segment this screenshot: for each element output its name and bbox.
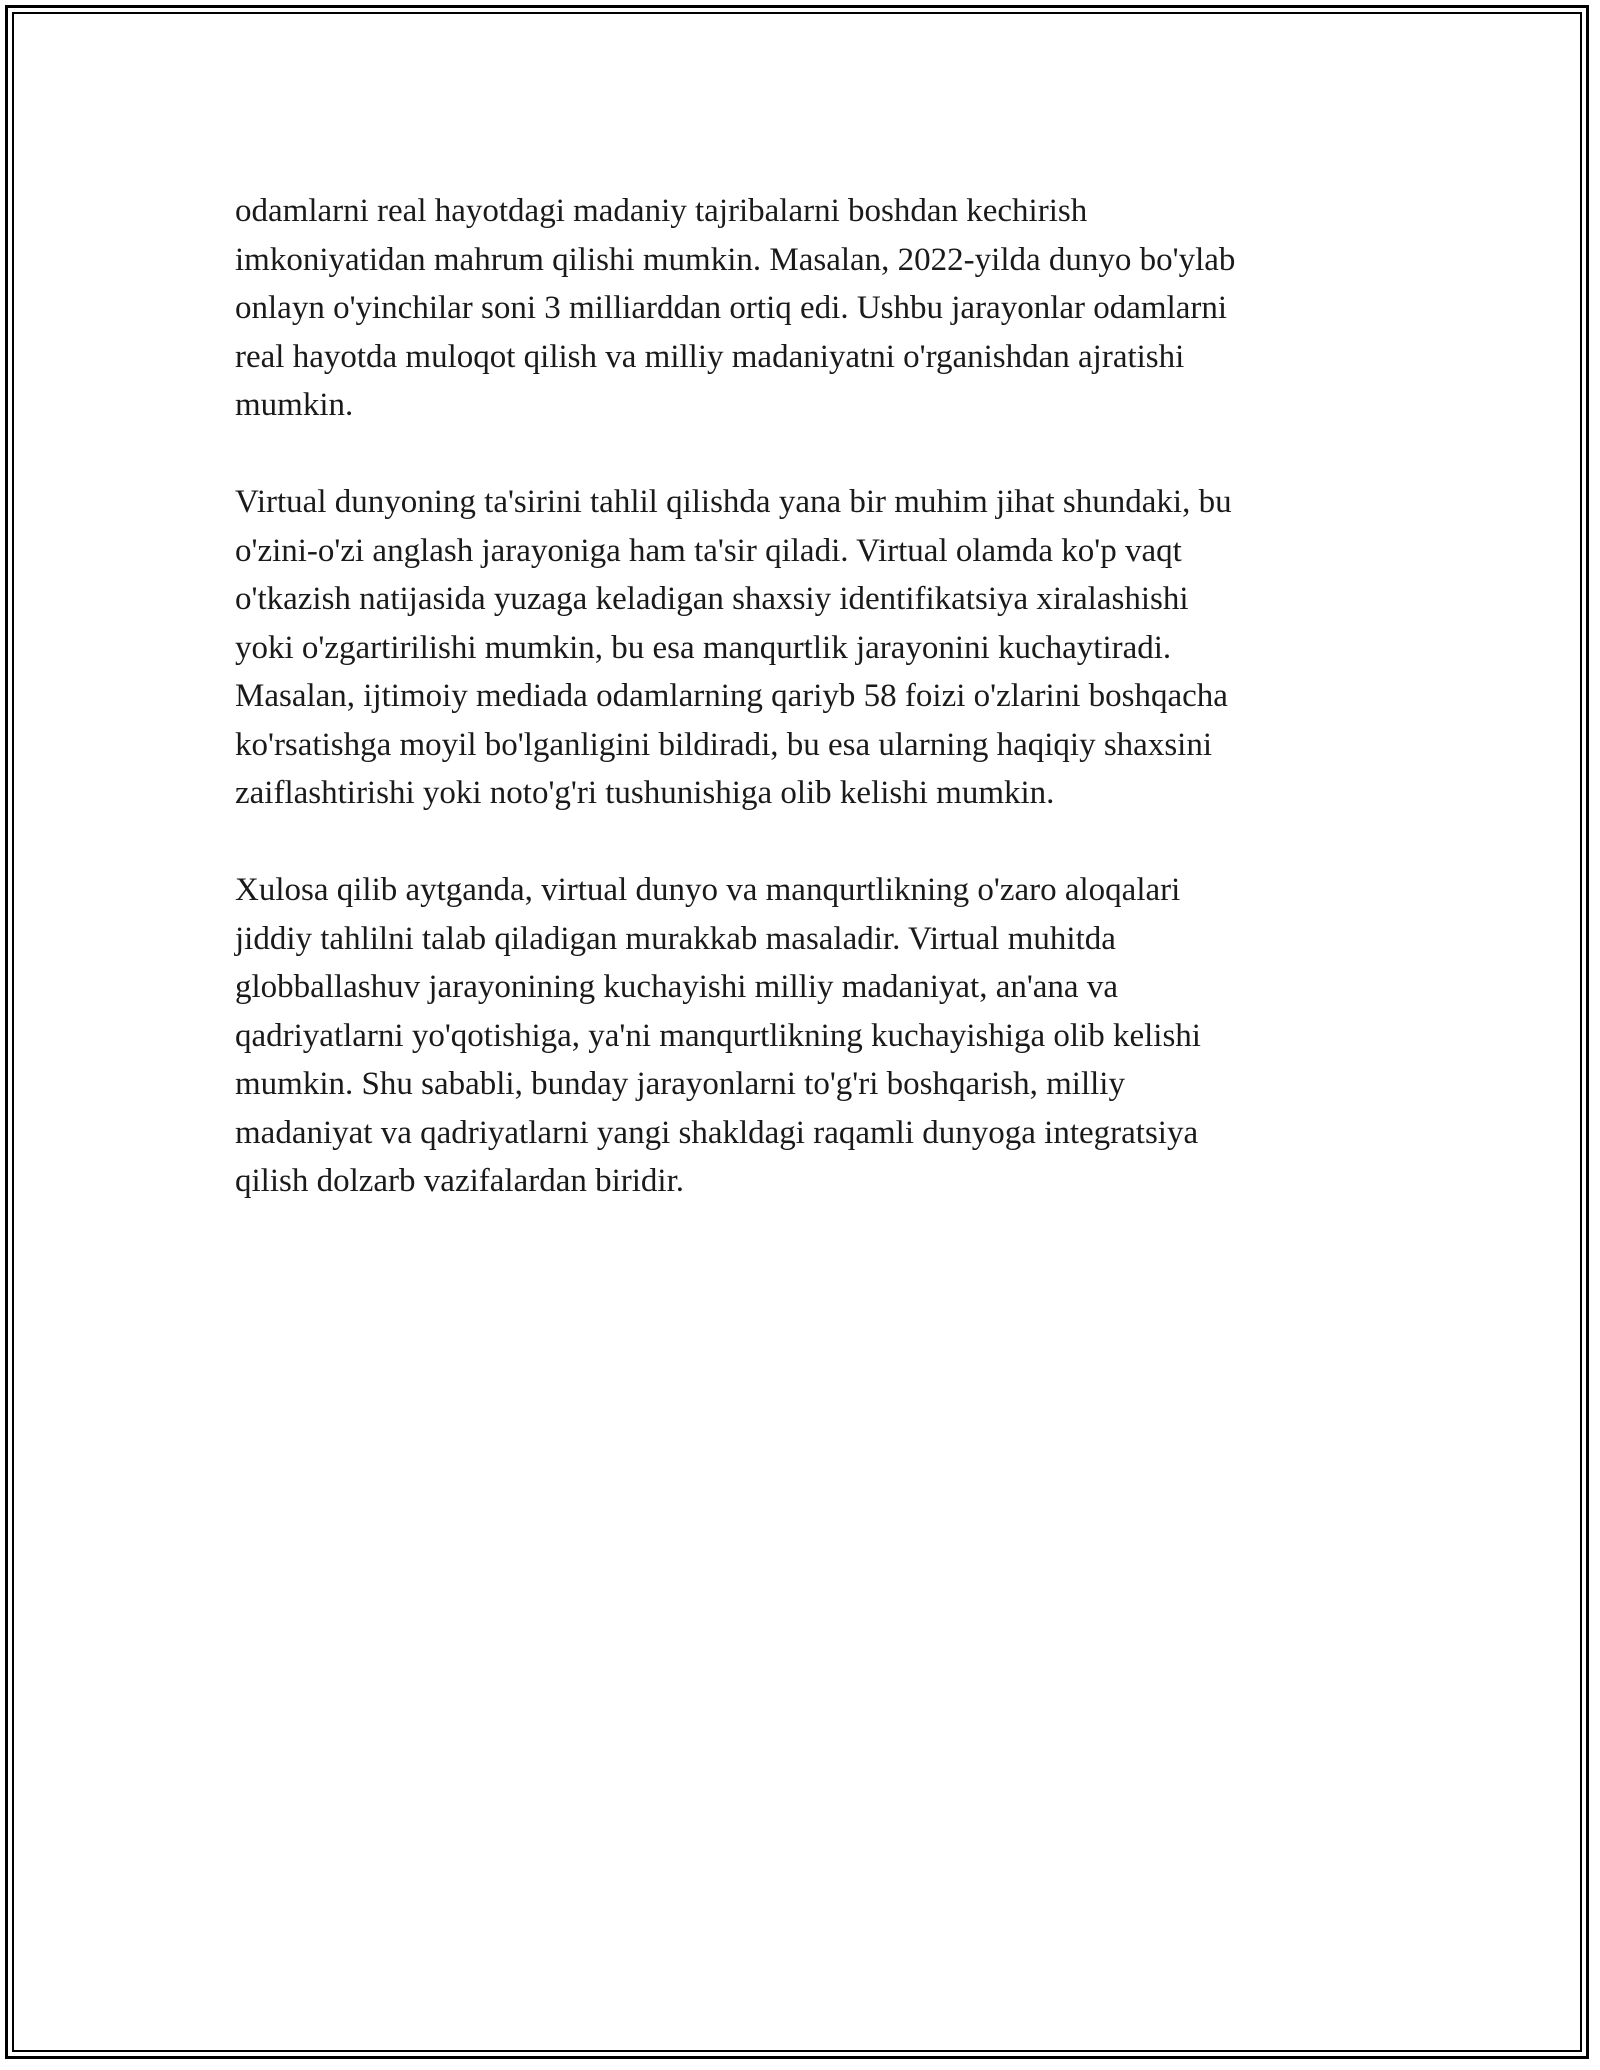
document-body bbox=[235, 187, 1365, 1254]
paragraph-conclusion: Xulosa qilib aytganda, virtual dunyo va manqurtlikning o'zaro aloqalari jiddiy tahlilni talab qiladigan murakkab masaladir. Virtual muhitda globballashuv jarayonining kuchayishi milliy madaniyat, an'ana va qadriyatlarni yo'qotishiga, ya'ni manqurtlikning kuchayishiga olib kelishi mumkin. Shu sababli, bunday jarayonlarni to'g'ri boshqarish, milliy madaniyat va qadriyatlarni yangi shakldagi raqamli dunyoga integratsiya qilish dolzarb vazifalardan biridir. bbox=[235, 872, 1201, 1199]
paragraph-self-identity: Virtual dunyoning ta'sirini tahlil qilishda yana bir muhim jihat shundaki, bu o'zini-o'zi anglash jarayoniga ham ta'sir qiladi. Virtual olamda ko'p vaqt o'tkazish natijasida yuzaga keladigan shaxsiy identifikatsiya xiralashishi yoki o'zgartirilishi mumkin, bu esa manqurtlik jarayonini kuchaytiradi. Masalan, ijtimoiy mediada odamlarning qariyb 58 foizi o'zlarini boshqacha ko'rsatishga moyil bo'lganligini bildiradi, bu esa ularning haqiqiy shaxsini zaiflashtirishi yoki noto'g'ri tushunishiga olib kelishi mumkin. bbox=[235, 484, 1232, 811]
paragraph-online-gamers: odamlarni real hayotdagi madaniy tajribalarni boshdan kechirish imkoniyatidan mahrum qilishi mumkin. Masalan, 2022-yilda dunyo bo'ylab onlayn o'yinchilar soni 3 milliarddan ortiq edi. Ushbu jarayonlar odamlarni real hayotda muloqot qilish va milliy madaniyatni o'rganishdan ajratishi mumkin. bbox=[235, 193, 1236, 423]
